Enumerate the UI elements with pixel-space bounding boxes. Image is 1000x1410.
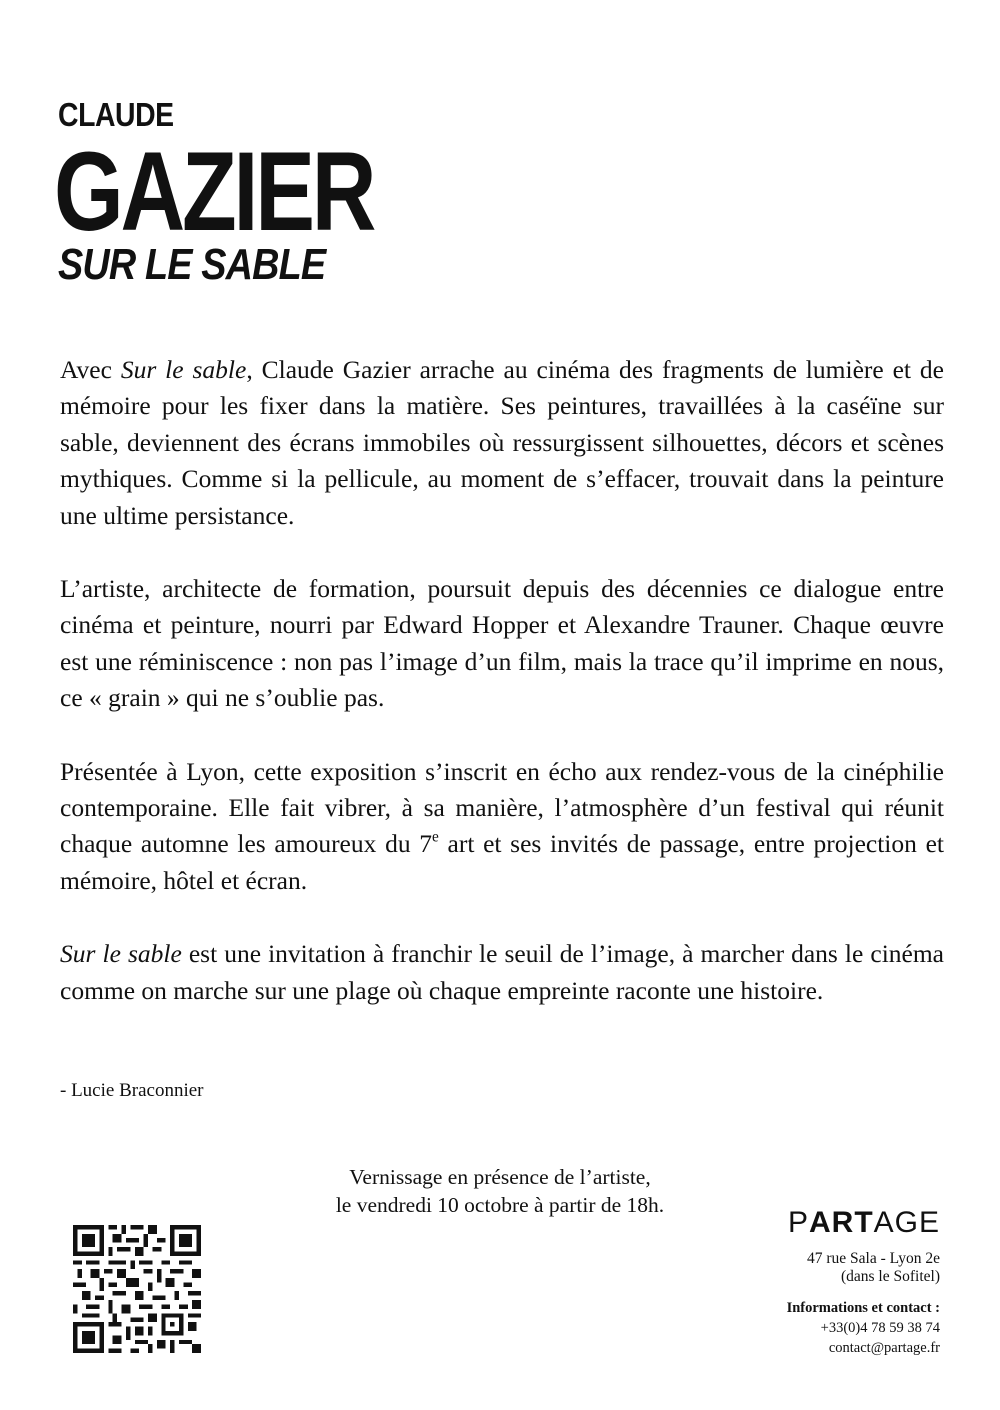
paragraph-2: L’artiste, architecte de formation, poursuit depuis des décennies ce dialogue entre cinéma et peinture, nourri par Edward Hopper et Alexandre Trauner. Chaque œuvre est une réminiscence : non pas l’image d’un film, mais la trace qu’il imprime en nous, ce « grain » qui ne s’oublie pas. [60, 574, 944, 713]
email-link[interactable]: contact@partage.fr [828, 1340, 940, 1356]
paragraph-1-lead: Avec [60, 355, 121, 384]
paragraph-3 [60, 754, 944, 900]
opening-line-2: le vendredi 10 octobre à partir de 18h. [335, 1193, 665, 1217]
ordinal-superscript: e [432, 828, 439, 846]
exhibition-title: SUR LE SABLE [58, 240, 326, 289]
opening-info [240, 1163, 760, 1219]
author-signature: - Lucie Braconnier [60, 1080, 204, 1101]
venue-address [807, 1250, 940, 1286]
title-italic: Sur le sable [60, 939, 182, 969]
artist-first-name: CLAUDE [58, 96, 174, 133]
address-line-2: (dans le Sofitel) [840, 1268, 940, 1285]
logo-part-art: ART [808, 1206, 874, 1239]
address-line-1: 47 rue Sala - Lyon 2e [806, 1250, 940, 1267]
paragraph-1-rest: , Claude Gazier arrache au cinéma des fragments de lumière et de mémoire pour les fixer dans la matière. Ses peintures, travaillées à la caséïne sur sable, deviennent des écrans immobiles où ressurgissent silhouettes, décors et scènes mythiques. Comme si la pellicule, au moment de s’effacer, trouvait dans la peinture une ultime persistance. [60, 355, 944, 530]
artist-last-name: GAZIER [54, 129, 374, 254]
description-text [60, 352, 944, 1009]
paragraph-3-b: art et ses invités de passage, entre projection et mémoire, hôtel et écran. [60, 829, 944, 895]
logo-part-p: P [787, 1206, 809, 1239]
paragraph-4 [60, 936, 944, 1009]
paragraph-3-a: Présentée à Lyon, cette exposition s’inscrit en écho aux rendez-vous de la cinéphilie contemporaine. Elle fait vibrer, à sa manière, l’atmosphère d’un festival qui réunit chaque automne les amoureux du 7 [60, 756, 944, 859]
title-italic: Sur le sable [120, 355, 247, 384]
contact-label: Informations et contact : [786, 1300, 940, 1316]
contact-info [787, 1298, 940, 1358]
paragraph-1 [60, 352, 944, 534]
logo-part-age: AGE [873, 1206, 940, 1239]
venue-logo [788, 1208, 940, 1238]
paragraph-4-rest: est une invitation à franchir le seuil de l’image, à marcher dans le cinéma comme on marche sur une plage où chaque empreinte raconte une histoire. [60, 939, 944, 1005]
qr-code-icon[interactable] [73, 1225, 201, 1353]
phone-number[interactable]: +33(0)4 78 59 38 74 [820, 1320, 940, 1336]
opening-line-1: Vernissage en présence de l’artiste, [349, 1165, 651, 1189]
